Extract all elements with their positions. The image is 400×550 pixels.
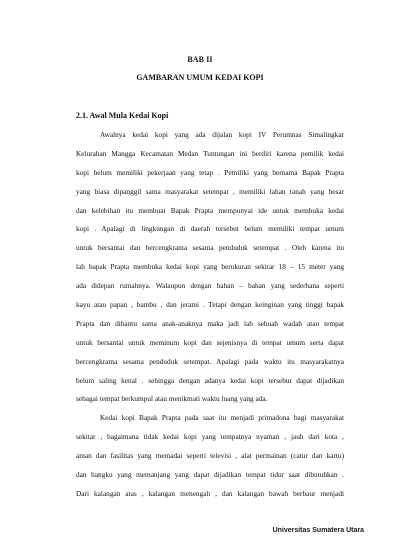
paragraph-line: bercengkrama sesama penduduk setempat. Apalagi pada waktu itu masyarakatnya — [76, 356, 344, 366]
paragraph-line: Awalnya kedai kopi yang ada dijalan kopi IV Perumnas Simalingkar — [100, 130, 344, 139]
paragraph-line: kayu atau papan , bambu , dan jerami . Tetapi dengan keinginan yang tinggi bapak — [76, 300, 344, 310]
paragraph-line: Kedai kopi Bapak Prapta pada saat itu menjadi primadona bagi masyarakat — [100, 413, 344, 423]
chapter-title: GAMBARAN UMUM KEDAI KOPI — [136, 73, 264, 82]
paragraph-line: yang biasa dipanggil sama masyarakat setempat , memiliki lahan tanah yang besar — [76, 186, 344, 196]
paragraph-line: belum saling kenal . sehingga dengan adanya kedai kopi tersebut dapat dijadikan — [76, 375, 344, 385]
paragraph-line: lah bapak Prapta membuka kedai kopi yang berukuran sekitar 18 – 15 meter yang — [76, 262, 344, 272]
paragraph-line: ada didepan rumahnya. Walaupun dengan bahan – bahan yang sederhana seperti — [76, 281, 344, 291]
paragraph-line: untuk bersantai dan bercengkrama sesama penduduk setempat . Oleh karena itu — [76, 243, 344, 253]
paragraph-line: untuk bersantai untuk meminum kopi dan sejenisnya di tempat umum serta dapat — [76, 337, 344, 347]
footer-institution: Universitas Sumatera Utara — [272, 527, 364, 534]
paragraph-line: dan bangku yang memanjang yang dapat dijadikan tempat tidur saat dibutuhkan . — [76, 470, 344, 480]
paragraph-line: Dari kalangan atas , kalangan menengah , dan kalangan bawah berbaur menjadi — [76, 488, 344, 498]
paragraph-line: sekitar , bagaimana tidak kedai kopi yang tempatnya nyaman , jauh dari kota , — [76, 432, 344, 442]
paragraph-line: sebagai tempat berkumpul atau menikmati waktu luang yang ada. — [76, 394, 268, 404]
body-text — [76, 126, 344, 504]
paragraph-line: dan kelebihan itu membuat Bapak Prapta mempunyai ide untuk membuka kedai — [76, 205, 344, 215]
section-heading: 2.1. Awal Mula Kedai Kopi — [76, 111, 169, 120]
paragraph-line: aman dan fasilitas yang memadai seperti televisi , alat permainan (catur dan kartu) — [76, 451, 344, 461]
paragraph-line: kopi belum memiliki pekerjaan yang tetap . Pemiliki yang bernama Bapak Prapta — [76, 167, 344, 177]
chapter-number: BAB II — [187, 55, 213, 64]
paragraph-line: Prapta dan dibantu sama anak-anaknya maka jadi lah sebuah wadah atau tempat — [76, 318, 344, 328]
paragraph-line: kopi . Apalagi di lingkungan di daerah tersebut belum memiliki tempat umum — [76, 224, 344, 234]
paragraph-line: Kelurahan Mangga Kecamatan Medan Tuntungan ini berdiri karena pemilik kedai — [76, 148, 344, 158]
